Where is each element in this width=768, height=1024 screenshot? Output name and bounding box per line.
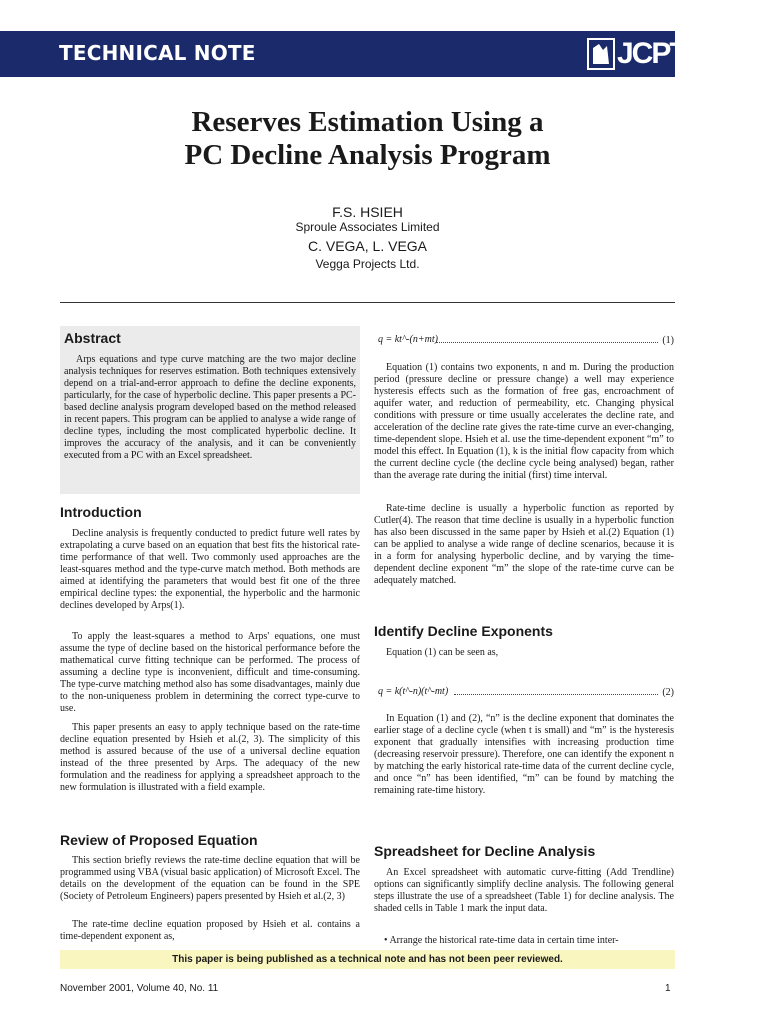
introduction-paragraph-2: To apply the least-squares a method to Arps' equations, one must assume the type of decline based on the historical performance before the mathematical curve fitting technique can be performed. The process of assuming a decline type is inconvenient, difficult and time-consuming. The type-curve matching method also has some disadvantages, mainly due to the non-uniqueness problem in determining the correct type-curve to use.	[60, 631, 360, 714]
footer-issue: November 2001, Volume 40, No. 11	[60, 983, 219, 994]
banner-title: TECHNICAL NOTE	[59, 41, 256, 65]
review-heading: Review of Proposed Equation	[60, 832, 258, 848]
author-1-affiliation: Sproule Associates Limited	[295, 220, 440, 234]
peer-review-note-text: This paper is being published as a technical note and has not been peer reviewed.	[172, 954, 563, 965]
identify-paragraph-2: In Equation (1) and (2), “n” is the decline exponent that dominates the earlier stage of a decline cycle (when t is small) and “m” is the hysteresis exponent that gradually intensifies with increasing production time (decreasing reservoir pressure). Therefore, one can identify the exponent n by matching the early historical rate-time data of the current decline cycle, and once “n” has been identified, “m” can be found by matching the remaining rate-time history.	[374, 713, 674, 796]
spreadsheet-heading: Spreadsheet for Decline Analysis	[374, 843, 596, 859]
header-banner	[0, 31, 686, 77]
introduction-paragraph-1: Decline analysis is frequently conducted to predict future well rates by extrapolating a curve based on an equation that best fits the historical rate-time performance of that well. Two commonly used approaches are the least-squares method and the type-curve match method. Both methods are aimed at identifying the parameters that would best fit one of the three empirical decline types: the exponential, the hyperbolic and the harmonic declines developed by Arps(1).	[60, 528, 360, 611]
equation-2-leader	[454, 694, 658, 695]
logo-text: JCPT	[617, 37, 686, 70]
title-line-2: PC Decline Analysis Program	[184, 139, 551, 171]
equation-1-leader	[436, 342, 658, 343]
peer-review-note	[60, 950, 675, 969]
equation-1-number: (1)	[662, 335, 674, 346]
paper-title	[60, 106, 675, 172]
review-paragraph-2: The rate-time decline equation proposed by Hsieh et al. contains a time-dependent exponent as,	[60, 919, 360, 942]
equation-2-formula: q = k(t^-n)(t^-mt)	[378, 686, 449, 697]
title-line-1: Reserves Estimation Using a	[191, 106, 544, 138]
equation-2	[374, 682, 674, 698]
author-2-name: C. VEGA, L. VEGA	[307, 238, 428, 254]
introduction-heading: Introduction	[60, 504, 142, 520]
page-number: 1	[665, 983, 671, 994]
spreadsheet-paragraph-1: An Excel spreadsheet with automatic curve-fitting (Add Trendline) options can significantly simplify decline analysis. The following general steps illustrate the use of a spreadsheet (Table 1) for decline analysis. The shaded cells in Table 1 mark the input data.	[374, 867, 674, 914]
equation-1	[374, 330, 674, 346]
abstract-box	[60, 326, 360, 494]
right-paragraph-2: Rate-time decline is usually a hyperbolic function as reported by Cutler(4). The reason that time decline is usually in a hyperbolic function has also been discussed in the same paper by Hsieh et al.(2) Equation (1) can be applied to analyse a wide range of decline scenarios, because it is in a form for analysing hyperbolic decline, and by varying the time-dependent decline exponent “m” the slope of the rate-time curve can be adequately matched.	[374, 503, 674, 586]
identify-paragraph-1: Equation (1) can be seen as,	[386, 647, 499, 658]
equation-2-number: (2)	[662, 687, 674, 698]
identify-heading: Identify Decline Exponents	[374, 623, 553, 639]
divider	[60, 302, 675, 303]
introduction-paragraph-3: This paper presents an easy to apply technique based on the rate-time decline equation presented by Hsieh et al.(2, 3). The simplicity of this method is assured because of the use of a universal decline equation instead of the three presented by Arps. The adequacy of the new formulation and the readiness for applying a spreadsheet approach to the new formulation is illustrated with a field example.	[60, 722, 360, 793]
review-paragraph-1: This section briefly reviews the rate-time decline equation that will be programmed using VBA (visual basic application) of Microsoft Excel. The details on the development of the equation can be found in the SPE (Society of Petroleum Engineers) papers presented by Hsieh et al.(2, 3)	[60, 855, 360, 902]
equation-1-formula: q = kt^-(n+mt)	[378, 334, 438, 345]
author-1-name: F.S. HSIEH	[332, 204, 403, 220]
abstract-text: Arps equations and type curve matching are the two major decline analysis techniques for reserves estimation. Both techniques extensively depend on a trial-and-error approach to define the decline exponents, particularly, for the case of hyperbolic decline. This paper presents a PC-based decline analysis program developed based on the method released in recent papers. This program can be applied to analyse a wide range of decline types, including the most complicated hyperbolic decline. It improves the accuracy of the analysis, and it can be conveniently executed from a PC with an Excel spreadsheet.	[64, 354, 356, 461]
author-2-affiliation: Vegga Projects Ltd.	[315, 257, 420, 271]
abstract-heading: Abstract	[64, 330, 121, 346]
right-paragraph-1: Equation (1) contains two exponents, n and m. During the production period (pressure decline or pressure change) a well may experience hysteresis effects such as the formation of free gas, encroachment of aquifer water, and reduction of permeability, etc. Changing physical conditions with pressure or time usually accelerates the decline rate, and acceleration of the decline rate gives the rate-time curve an ever-changing, time-dependent slope. Hsieh et al. use the time-dependent exponent “m” to model this effect. In Equation (1), k is the initial flow capacity from which the current decline cycle (the decline cycle being analysed) began, rather than the average rate during the initial (first) time interval.	[374, 362, 674, 481]
jcpt-logo	[587, 33, 686, 75]
spreadsheet-bullet: • Arrange the historical rate-time data in certain time inter-	[384, 935, 619, 946]
logo-emblem-icon	[587, 38, 615, 70]
